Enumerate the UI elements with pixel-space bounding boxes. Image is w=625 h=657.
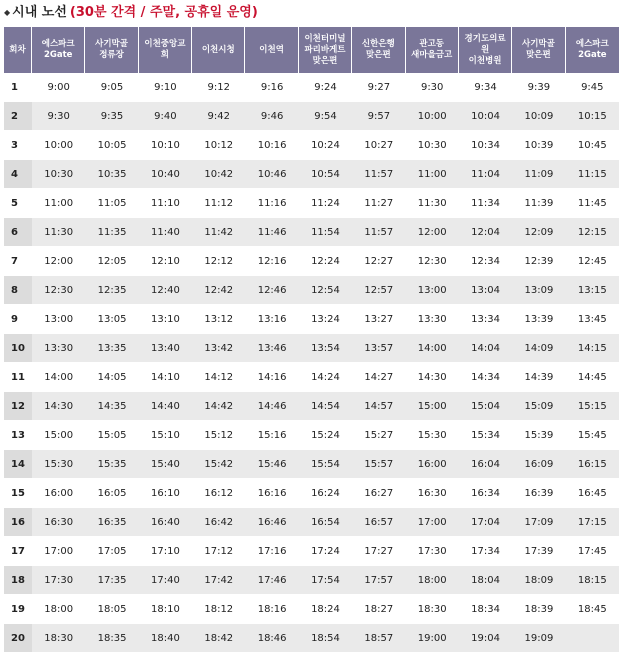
departure-time-cell: 14:46 (245, 392, 298, 421)
departure-time-cell: 18:57 (352, 624, 405, 653)
departure-time-cell: 10:16 (245, 131, 298, 160)
departure-time-cell: 14:54 (299, 392, 352, 421)
departure-time-cell: 13:04 (459, 276, 512, 305)
departure-time-cell: 17:30 (32, 566, 85, 595)
column-header-stop (512, 27, 565, 73)
departure-time-cell: 9:00 (32, 73, 85, 102)
departure-time-cell: 18:05 (85, 595, 138, 624)
table-row (4, 160, 619, 189)
departure-time-cell: 16:05 (85, 479, 138, 508)
column-header-stop (192, 27, 245, 73)
departure-time-cell: 17:10 (139, 537, 192, 566)
departure-time-cell: 13:10 (139, 305, 192, 334)
departure-time-cell: 12:27 (352, 247, 405, 276)
departure-time-cell: 16:24 (299, 479, 352, 508)
departure-time-cell: 11:10 (139, 189, 192, 218)
departure-time-cell: 18:30 (32, 624, 85, 653)
departure-time-cell: 16:00 (406, 450, 459, 479)
departure-time-cell: 18:39 (512, 595, 565, 624)
departure-time-cell: 18:00 (406, 566, 459, 595)
departure-time-cell: 19:09 (512, 624, 565, 653)
departure-time-cell: 9:30 (406, 73, 459, 102)
departure-time-cell: 16:42 (192, 508, 245, 537)
departure-time-cell: 10:34 (459, 131, 512, 160)
column-header-line1: 에스파크 (575, 39, 609, 49)
table-row (4, 450, 619, 479)
departure-time-cell: 11:45 (566, 189, 619, 218)
departure-time-cell: 14:05 (85, 363, 138, 392)
table-row (4, 595, 619, 624)
route-schedule-note: (30분 간격 / 주말, 공휴일 운영) (69, 5, 258, 20)
departure-time-cell: 10:10 (139, 131, 192, 160)
departure-time-cell: 16:57 (352, 508, 405, 537)
departure-time-cell: 14:40 (139, 392, 192, 421)
departure-time-cell: 12:00 (406, 218, 459, 247)
departure-time-cell: 18:42 (192, 624, 245, 653)
departure-time-cell: 16:34 (459, 479, 512, 508)
departure-time-cell: 16:27 (352, 479, 405, 508)
departure-time-cell: 11:30 (32, 218, 85, 247)
trip-number-cell: 7 (4, 247, 32, 276)
departure-time-cell: 17:35 (85, 566, 138, 595)
departure-time-cell: 11:12 (192, 189, 245, 218)
departure-time-cell: 13:46 (245, 334, 298, 363)
departure-time-cell: 15:00 (32, 421, 85, 450)
departure-time-cell: 14:24 (299, 363, 352, 392)
departure-time-cell: 15:45 (566, 421, 619, 450)
departure-time-cell: 18:35 (85, 624, 138, 653)
page-title (4, 3, 258, 23)
departure-time-cell: 11:46 (245, 218, 298, 247)
departure-time-cell: 12:30 (406, 247, 459, 276)
departure-time-cell: 10:54 (299, 160, 352, 189)
departure-time-cell: 12:12 (192, 247, 245, 276)
column-header-stop (299, 27, 352, 73)
column-header-line2: 파리바게트 맞은편 (304, 44, 346, 66)
departure-time-cell: 15:09 (512, 392, 565, 421)
trip-number-cell: 6 (4, 218, 32, 247)
departure-time-cell: 14:45 (566, 363, 619, 392)
departure-time-cell: 15:39 (512, 421, 565, 450)
departure-time-cell: 9:16 (245, 73, 298, 102)
departure-time-cell: 13:15 (566, 276, 619, 305)
departure-time-cell: 18:15 (566, 566, 619, 595)
departure-time-cell: 18:09 (512, 566, 565, 595)
departure-time-cell (566, 624, 619, 653)
departure-time-cell: 13:05 (85, 305, 138, 334)
trip-number-cell: 2 (4, 102, 32, 131)
departure-time-cell: 11:27 (352, 189, 405, 218)
departure-time-cell: 16:10 (139, 479, 192, 508)
departure-time-cell: 11:40 (139, 218, 192, 247)
column-header-line1: 이천역 (259, 44, 284, 55)
departure-time-cell: 18:46 (245, 624, 298, 653)
departure-time-cell: 13:16 (245, 305, 298, 334)
departure-time-cell: 19:00 (406, 624, 459, 653)
departure-time-cell: 17:34 (459, 537, 512, 566)
table-row (4, 102, 619, 131)
trip-number-cell: 15 (4, 479, 32, 508)
trip-number-cell: 4 (4, 160, 32, 189)
column-header-line2: 이천병원 (468, 55, 502, 66)
departure-time-cell: 17:00 (406, 508, 459, 537)
departure-time-cell: 18:16 (245, 595, 298, 624)
departure-time-cell: 12:40 (139, 276, 192, 305)
column-header-stop (245, 27, 298, 73)
departure-time-cell: 15:46 (245, 450, 298, 479)
departure-time-cell: 10:45 (566, 131, 619, 160)
trip-number-cell: 12 (4, 392, 32, 421)
trip-number-cell: 8 (4, 276, 32, 305)
departure-time-cell: 13:40 (139, 334, 192, 363)
departure-time-cell: 15:10 (139, 421, 192, 450)
column-header-line2: 새마을금고 (411, 50, 453, 60)
table-row (4, 305, 619, 334)
departure-time-cell: 18:27 (352, 595, 405, 624)
departure-time-cell: 14:39 (512, 363, 565, 392)
departure-time-cell: 12:15 (566, 218, 619, 247)
table-row (4, 624, 619, 653)
departure-time-cell: 15:35 (85, 450, 138, 479)
trip-number-cell: 18 (4, 566, 32, 595)
departure-time-cell: 10:46 (245, 160, 298, 189)
departure-time-cell: 15:30 (406, 421, 459, 450)
departure-time-cell: 16:40 (139, 508, 192, 537)
departure-time-cell: 11:57 (352, 218, 405, 247)
table-row (4, 566, 619, 595)
departure-time-cell: 17:42 (192, 566, 245, 595)
departure-time-cell: 11:09 (512, 160, 565, 189)
trip-number-cell: 13 (4, 421, 32, 450)
timetable (4, 27, 619, 653)
departure-time-cell: 10:30 (406, 131, 459, 160)
departure-time-cell: 17:24 (299, 537, 352, 566)
departure-time-cell: 10:27 (352, 131, 405, 160)
departure-time-cell: 17:57 (352, 566, 405, 595)
departure-time-cell: 12:35 (85, 276, 138, 305)
departure-time-cell: 13:42 (192, 334, 245, 363)
departure-time-cell: 13:45 (566, 305, 619, 334)
departure-time-cell: 9:39 (512, 73, 565, 102)
column-header-stop (85, 27, 138, 73)
column-header-line1: 이천중앙교회 (144, 39, 186, 60)
departure-time-cell: 9:30 (32, 102, 85, 131)
departure-time-cell: 9:42 (192, 102, 245, 131)
departure-time-cell: 17:12 (192, 537, 245, 566)
departure-time-cell: 13:09 (512, 276, 565, 305)
trip-number-cell: 5 (4, 189, 32, 218)
departure-time-cell: 14:57 (352, 392, 405, 421)
departure-time-cell: 11:39 (512, 189, 565, 218)
departure-time-cell: 18:12 (192, 595, 245, 624)
departure-time-cell: 15:54 (299, 450, 352, 479)
departure-time-cell: 18:30 (406, 595, 459, 624)
departure-time-cell: 11:57 (352, 160, 405, 189)
departure-time-cell: 11:54 (299, 218, 352, 247)
departure-time-cell: 9:34 (459, 73, 512, 102)
column-header-line2: 2Gate (43, 50, 73, 60)
departure-time-cell: 17:54 (299, 566, 352, 595)
departure-time-cell: 17:16 (245, 537, 298, 566)
departure-time-cell: 12:57 (352, 276, 405, 305)
trip-number-cell: 1 (4, 73, 32, 102)
departure-time-cell: 17:30 (406, 537, 459, 566)
departure-time-cell: 12:00 (32, 247, 85, 276)
departure-time-cell: 12:04 (459, 218, 512, 247)
departure-time-cell: 15:30 (32, 450, 85, 479)
column-header-line1: 이천터미널 (304, 33, 346, 44)
departure-time-cell: 18:00 (32, 595, 85, 624)
column-header-stop (352, 27, 405, 73)
departure-time-cell: 15:42 (192, 450, 245, 479)
trip-number-cell: 11 (4, 363, 32, 392)
departure-time-cell: 10:42 (192, 160, 245, 189)
departure-time-cell: 9:57 (352, 102, 405, 131)
departure-time-cell: 9:10 (139, 73, 192, 102)
departure-time-cell: 12:46 (245, 276, 298, 305)
trip-number-cell: 16 (4, 508, 32, 537)
column-header-stop (406, 27, 459, 73)
table-row (4, 218, 619, 247)
departure-time-cell: 15:15 (566, 392, 619, 421)
departure-time-cell: 14:30 (406, 363, 459, 392)
departure-time-cell: 12:10 (139, 247, 192, 276)
departure-time-cell: 10:00 (32, 131, 85, 160)
departure-time-cell: 14:16 (245, 363, 298, 392)
table-row (4, 73, 619, 102)
departure-time-cell: 17:46 (245, 566, 298, 595)
departure-time-cell: 12:42 (192, 276, 245, 305)
departure-time-cell: 18:34 (459, 595, 512, 624)
departure-time-cell: 16:16 (245, 479, 298, 508)
departure-time-cell: 9:27 (352, 73, 405, 102)
trip-number-cell: 19 (4, 595, 32, 624)
departure-time-cell: 11:15 (566, 160, 619, 189)
departure-time-cell: 18:10 (139, 595, 192, 624)
departure-time-cell: 16:39 (512, 479, 565, 508)
column-header-stop (139, 27, 192, 73)
departure-time-cell: 10:09 (512, 102, 565, 131)
departure-time-cell: 11:30 (406, 189, 459, 218)
departure-time-cell: 15:27 (352, 421, 405, 450)
departure-time-cell: 10:15 (566, 102, 619, 131)
departure-time-cell: 15:16 (245, 421, 298, 450)
departure-time-cell: 11:05 (85, 189, 138, 218)
diamond-bullet-icon: ◆ (4, 8, 11, 17)
departure-time-cell: 12:16 (245, 247, 298, 276)
column-header-line1: 관고동 (419, 39, 445, 49)
departure-time-cell: 9:54 (299, 102, 352, 131)
departure-time-cell: 10:24 (299, 131, 352, 160)
column-header-stop (459, 27, 512, 73)
trip-number-cell: 20 (4, 624, 32, 653)
column-header-stop (566, 27, 619, 73)
departure-time-cell: 14:30 (32, 392, 85, 421)
departure-time-cell: 9:46 (245, 102, 298, 131)
column-header-line1: 에스파크 (41, 39, 75, 49)
departure-time-cell: 14:35 (85, 392, 138, 421)
table-row (4, 421, 619, 450)
column-header-line1: 사기막골 (521, 39, 555, 49)
departure-time-cell: 15:00 (406, 392, 459, 421)
departure-time-cell: 13:39 (512, 305, 565, 334)
trip-number-cell: 14 (4, 450, 32, 479)
departure-time-cell: 17:27 (352, 537, 405, 566)
column-header-line2: 2Gate (578, 50, 607, 60)
departure-time-cell: 10:12 (192, 131, 245, 160)
departure-time-cell: 17:40 (139, 566, 192, 595)
departure-time-cell: 17:09 (512, 508, 565, 537)
trip-number-cell: 10 (4, 334, 32, 363)
column-header-line1: 사기막골 (95, 39, 128, 49)
departure-time-cell: 16:30 (32, 508, 85, 537)
column-header-line1: 신한은행 (361, 39, 395, 49)
departure-time-cell: 17:05 (85, 537, 138, 566)
departure-time-cell: 17:15 (566, 508, 619, 537)
departure-time-cell: 16:09 (512, 450, 565, 479)
departure-time-cell: 12:54 (299, 276, 352, 305)
departure-time-cell: 9:12 (192, 73, 245, 102)
departure-time-cell: 19:04 (459, 624, 512, 653)
departure-time-cell: 17:04 (459, 508, 512, 537)
departure-time-cell: 14:15 (566, 334, 619, 363)
departure-time-cell: 14:09 (512, 334, 565, 363)
departure-time-cell: 13:30 (406, 305, 459, 334)
departure-time-cell: 14:42 (192, 392, 245, 421)
departure-time-cell: 10:30 (32, 160, 85, 189)
departure-time-cell: 11:00 (406, 160, 459, 189)
timetable-body (4, 73, 619, 653)
table-row (4, 392, 619, 421)
trip-number-cell: 9 (4, 305, 32, 334)
column-header-line1: 경기도의료원 (464, 33, 506, 55)
column-header-stop (32, 27, 85, 73)
departure-time-cell: 12:34 (459, 247, 512, 276)
departure-time-cell: 14:34 (459, 363, 512, 392)
departure-time-cell: 11:35 (85, 218, 138, 247)
departure-time-cell: 15:04 (459, 392, 512, 421)
departure-time-cell: 12:24 (299, 247, 352, 276)
departure-time-cell: 10:04 (459, 102, 512, 131)
departure-time-cell: 16:12 (192, 479, 245, 508)
departure-time-cell: 16:35 (85, 508, 138, 537)
departure-time-cell: 16:00 (32, 479, 85, 508)
departure-time-cell: 16:46 (245, 508, 298, 537)
trip-number-cell: 3 (4, 131, 32, 160)
departure-time-cell: 10:39 (512, 131, 565, 160)
departure-time-cell: 13:27 (352, 305, 405, 334)
departure-time-cell: 15:34 (459, 421, 512, 450)
departure-time-cell: 11:24 (299, 189, 352, 218)
departure-time-cell: 14:04 (459, 334, 512, 363)
departure-time-cell: 13:54 (299, 334, 352, 363)
departure-time-cell: 14:12 (192, 363, 245, 392)
departure-time-cell: 9:40 (139, 102, 192, 131)
trip-number-cell: 17 (4, 537, 32, 566)
departure-time-cell: 16:45 (566, 479, 619, 508)
column-header-trip (4, 27, 32, 73)
departure-time-cell: 13:00 (406, 276, 459, 305)
departure-time-cell: 10:05 (85, 131, 138, 160)
departure-time-cell: 16:15 (566, 450, 619, 479)
departure-time-cell: 9:45 (566, 73, 619, 102)
departure-time-cell: 13:00 (32, 305, 85, 334)
departure-time-cell: 12:30 (32, 276, 85, 305)
departure-time-cell: 9:24 (299, 73, 352, 102)
column-header-line1: 이천시청 (201, 44, 235, 55)
departure-time-cell: 17:39 (512, 537, 565, 566)
departure-time-cell: 9:05 (85, 73, 138, 102)
table-row (4, 334, 619, 363)
departure-time-cell: 10:40 (139, 160, 192, 189)
departure-time-cell: 15:57 (352, 450, 405, 479)
departure-time-cell: 18:04 (459, 566, 512, 595)
departure-time-cell: 13:34 (459, 305, 512, 334)
departure-time-cell: 14:00 (406, 334, 459, 363)
departure-time-cell: 11:16 (245, 189, 298, 218)
column-header-line1: 회차 (9, 44, 26, 55)
departure-time-cell: 18:24 (299, 595, 352, 624)
departure-time-cell: 13:24 (299, 305, 352, 334)
table-row (4, 247, 619, 276)
table-row (4, 363, 619, 392)
departure-time-cell: 18:54 (299, 624, 352, 653)
departure-time-cell: 15:12 (192, 421, 245, 450)
departure-time-cell: 12:45 (566, 247, 619, 276)
departure-time-cell: 10:00 (406, 102, 459, 131)
departure-time-cell: 13:57 (352, 334, 405, 363)
departure-time-cell: 16:30 (406, 479, 459, 508)
departure-time-cell: 14:27 (352, 363, 405, 392)
departure-time-cell: 13:35 (85, 334, 138, 363)
departure-time-cell: 17:00 (32, 537, 85, 566)
departure-time-cell: 16:04 (459, 450, 512, 479)
table-row (4, 131, 619, 160)
route-name: 시내 노선 (12, 5, 67, 20)
column-header-line2: 정류장 (99, 50, 124, 60)
table-row (4, 189, 619, 218)
departure-time-cell: 11:00 (32, 189, 85, 218)
departure-time-cell: 15:24 (299, 421, 352, 450)
table-row (4, 276, 619, 305)
departure-time-cell: 18:45 (566, 595, 619, 624)
departure-time-cell: 11:42 (192, 218, 245, 247)
departure-time-cell: 18:40 (139, 624, 192, 653)
departure-time-cell: 13:12 (192, 305, 245, 334)
table-row (4, 479, 619, 508)
departure-time-cell: 12:05 (85, 247, 138, 276)
departure-time-cell: 17:45 (566, 537, 619, 566)
table-row (4, 537, 619, 566)
departure-time-cell: 11:34 (459, 189, 512, 218)
departure-time-cell: 15:40 (139, 450, 192, 479)
departure-time-cell: 16:54 (299, 508, 352, 537)
departure-time-cell: 12:09 (512, 218, 565, 247)
departure-time-cell: 14:10 (139, 363, 192, 392)
departure-time-cell: 11:04 (459, 160, 512, 189)
departure-time-cell: 14:00 (32, 363, 85, 392)
column-header-line2: 맞은편 (526, 50, 551, 60)
column-header-line2: 맞은편 (366, 50, 391, 60)
departure-time-cell: 12:39 (512, 247, 565, 276)
departure-time-cell: 13:30 (32, 334, 85, 363)
departure-time-cell: 10:35 (85, 160, 138, 189)
timetable-header-row (4, 27, 619, 73)
departure-time-cell: 9:35 (85, 102, 138, 131)
table-row (4, 508, 619, 537)
departure-time-cell: 15:05 (85, 421, 138, 450)
